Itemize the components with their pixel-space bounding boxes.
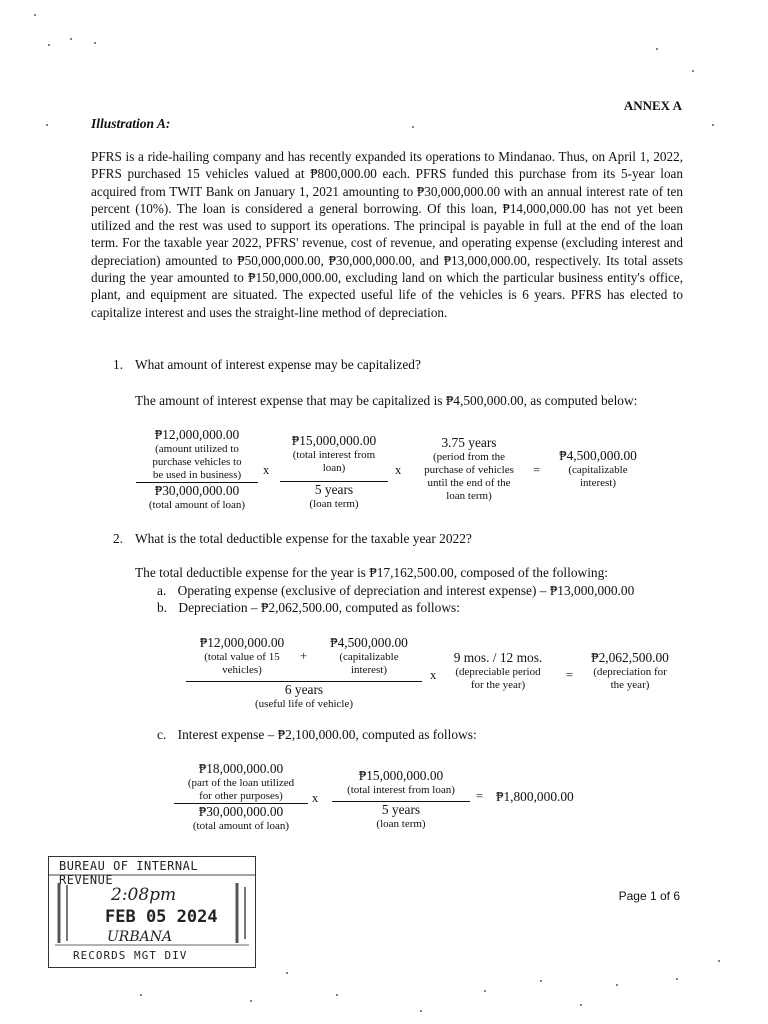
times-sign: x	[395, 463, 402, 477]
term-note-line: (capitalizable	[339, 651, 399, 663]
term-value: ₱4,500,000.00	[330, 635, 408, 650]
numerator-note-line: (part of the loan utilized	[187, 777, 295, 789]
equals-sign: =	[476, 789, 484, 803]
period-note-line: loan term)	[446, 490, 492, 502]
denominator-note: (loan term)	[376, 818, 426, 830]
denominator-value: ₱30,000,000.00	[198, 804, 284, 819]
result-note-line: (capitalizable	[568, 464, 628, 476]
item-c	[157, 727, 477, 743]
term-note-line: interest)	[350, 664, 388, 676]
denominator-value: ₱30,000,000.00	[154, 483, 240, 498]
page-number: Page 1 of 6	[618, 889, 680, 903]
stamp-footer: RECORDS MGT DIV	[73, 949, 188, 962]
period-value: 9 mos. / 12 mos.	[453, 650, 543, 665]
result-value: ₱2,062,500.00	[591, 650, 669, 665]
item-text: Interest expense – ₱2,100,000.00, computed as follows:	[177, 727, 477, 742]
depreciation-result	[582, 650, 678, 692]
item-letter: a.	[157, 583, 167, 598]
depreciable-period	[442, 650, 554, 692]
numerator-note: (total interest from loan)	[347, 784, 455, 796]
times-sign: x	[263, 463, 270, 477]
stamp-initials: URBANA	[107, 929, 173, 945]
numerator-note-line: for other purposes)	[199, 790, 283, 802]
answer-2: The total deductible expense for the year is ₱17,162,500.00, composed of the following:	[135, 565, 609, 580]
interest-fraction-1	[174, 761, 308, 833]
term-note-line: (total value of 15	[204, 651, 280, 663]
item-b	[157, 600, 460, 616]
denominator-note: (useful life of vehicle)	[254, 698, 354, 710]
item-letter: c.	[157, 727, 167, 742]
question-2	[113, 531, 693, 549]
question-number: 2.	[113, 531, 124, 546]
period-note-line: (depreciable period	[455, 666, 541, 678]
annex-label: ANNEX A	[623, 98, 682, 113]
interest-fraction-2	[332, 768, 470, 831]
equals-sign: =	[566, 668, 574, 682]
result-value: ₱4,500,000.00	[559, 448, 637, 463]
result-note-line: interest)	[579, 477, 617, 489]
term-value: ₱12,000,000.00	[199, 635, 285, 650]
period-note-line: for the year)	[470, 679, 526, 691]
term-note-line: vehicles)	[222, 664, 262, 676]
denominator-value: 5 years	[381, 802, 421, 817]
stamp-date: FEB 05 2024	[105, 907, 218, 927]
question-text: What amount of interest expense may be capitalized?	[135, 357, 421, 372]
term-2	[316, 635, 422, 677]
denominator-value: 5 years	[314, 482, 354, 497]
answer-1: The amount of interest expense that may be capitalized is ₱4,500,000.00, as computed below:	[135, 393, 638, 408]
numerator-note-line: (amount utilized to	[155, 443, 239, 455]
q1-fraction-1	[136, 427, 258, 512]
denominator-value: 6 years	[284, 682, 324, 697]
denominator-note: (loan term)	[309, 498, 359, 510]
numerator-note-line: be used in business)	[152, 469, 242, 481]
period-value: 3.75 years	[441, 435, 497, 450]
illustration-title: Illustration A:	[91, 116, 171, 131]
numerator-value: ₱15,000,000.00	[291, 433, 377, 448]
times-sign: x	[312, 791, 319, 805]
result-note-line: (depreciation for	[593, 666, 667, 678]
numerator-value: ₱12,000,000.00	[154, 427, 240, 442]
q1-factor-3	[410, 435, 528, 503]
item-letter: b.	[157, 600, 168, 615]
period-note-line: (period from the	[432, 451, 506, 463]
period-note-line: until the end of the	[427, 477, 511, 489]
stamp-header: BUREAU OF INTERNAL REVENUE	[59, 859, 199, 887]
interest-result: ₱1,800,000.00	[496, 789, 574, 804]
times-sign: x	[430, 668, 437, 682]
result-note-line: the year)	[610, 679, 650, 691]
denominator-note: (total amount of loan)	[148, 499, 246, 511]
numerator-value: ₱18,000,000.00	[198, 761, 284, 776]
numerator-note-line: loan)	[322, 462, 346, 474]
q1-fraction-2	[280, 433, 388, 511]
numerator-note-line: purchase vehicles to	[152, 456, 242, 468]
plus-sign: +	[300, 649, 308, 663]
stamp-time: 2:08pm	[111, 885, 177, 905]
depreciation-fraction	[186, 635, 422, 711]
bir-received-stamp	[48, 856, 256, 968]
item-a	[157, 583, 634, 599]
item-text: Depreciation – ₱2,062,500.00, computed as follows:	[178, 600, 460, 615]
question-number: 1.	[113, 357, 124, 372]
q1-result	[550, 448, 646, 490]
denominator-note: (total amount of loan)	[192, 820, 290, 832]
item-text: Operating expense (exclusive of depreciation and interest expense) – ₱13,000,000.00	[177, 583, 635, 598]
numerator-value: ₱15,000,000.00	[358, 768, 444, 783]
term-1	[186, 635, 298, 677]
period-note-line: purchase of vehicles	[424, 464, 514, 476]
question-1	[113, 357, 693, 375]
numerator-note-line: (total interest from	[292, 449, 376, 461]
question-text: What is the total deductible expense for the taxable year 2022?	[135, 531, 472, 546]
equals-sign: =	[533, 463, 541, 477]
intro-paragraph: PFRS is a ride-hailing company and has recently expanded its operations to Mindanao. Thus, on April 1, 2022, PFRS purchased 15 vehicles valued at ₱800,000.00 each. PFRS funded this purchase from its 5-year loan acquired from TWIT Bank on January 1, 2021 amounting to ₱30,000,000.00 with an annual interest rate of ten percent (10%). The loan is considered a general borrowing. Of this loan, ₱14,000,000.00 has not yet been utilized and the rest was used to support its operations. The principal is payable in full at the end of the loan term. For the taxable year 2022, PFRS' revenue, cost of revenue, and operating expense (excluding interest and depreciation) amounted to ₱50,000,000.00, ₱30,000,000.00, and ₱13,000,000.00, respectively. Its total assets during the year amounted to ₱150,000,000.00, excluding land on which the particular business entity's office, plant, and equipment are situated. The expected useful life of the vehicles is 6 years. PFRS has elected to capitalize interest and uses the straight-line method of depreciation.	[91, 149, 683, 320]
